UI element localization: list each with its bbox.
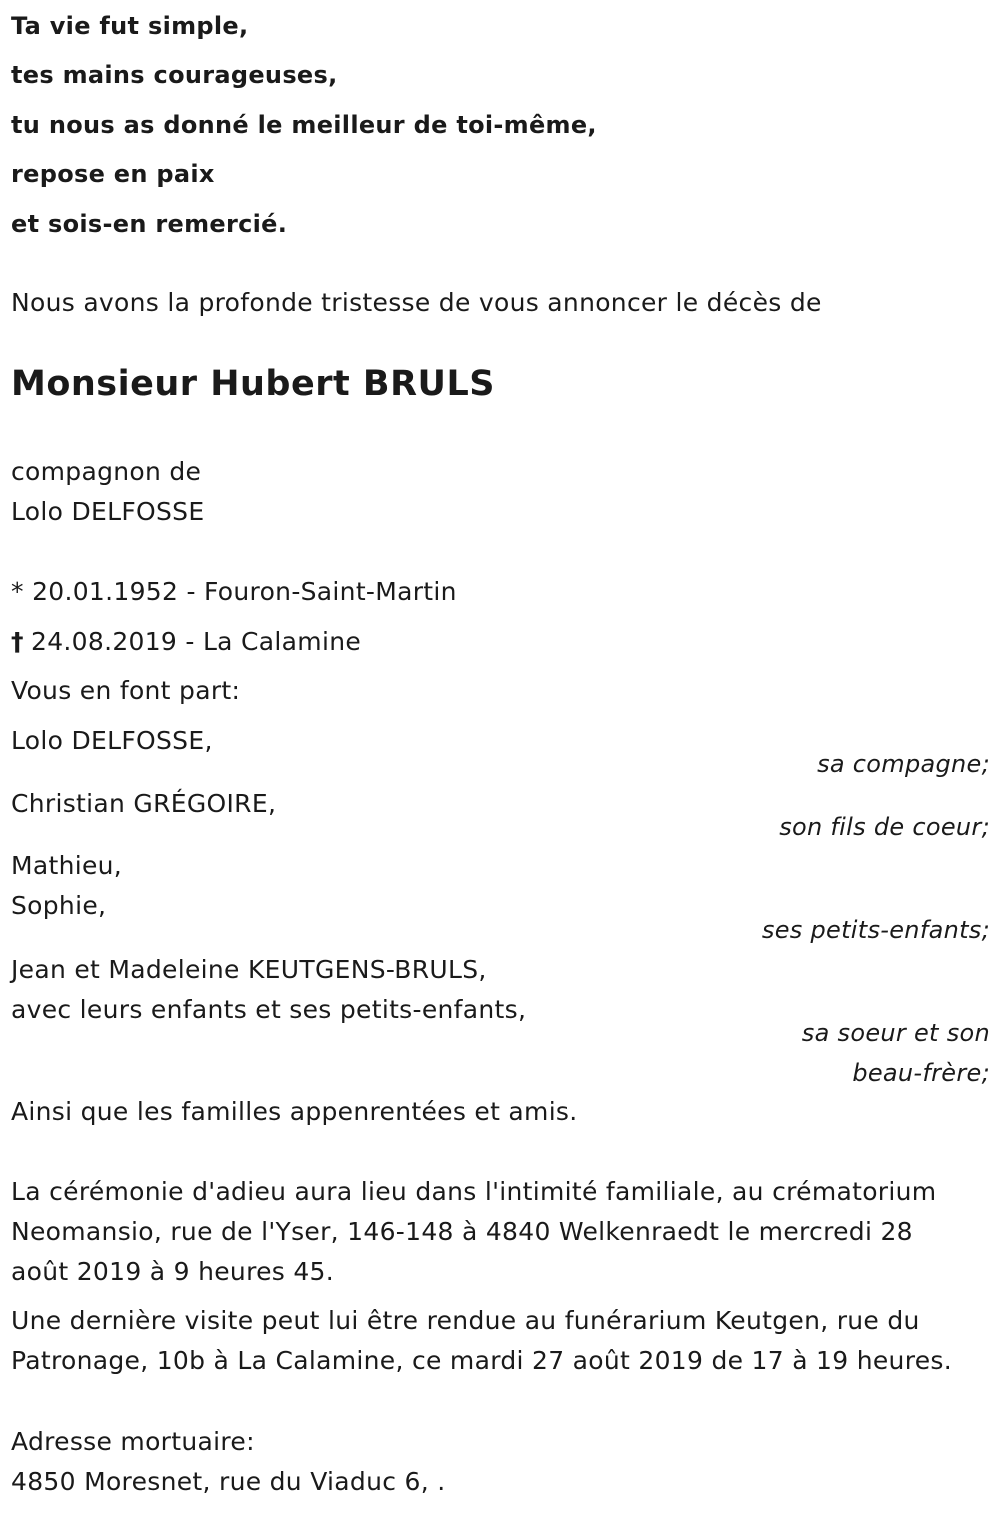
visit-line: Patronage, 10b à La Calamine, ce mardi 27 août 2019 de 17 à 19 heures. — [11, 1346, 952, 1375]
poem-line: et sois-en remercié. — [11, 210, 288, 238]
family-member-name: avec leurs enfants et ses petits-enfants, — [11, 995, 527, 1024]
family-closing: Ainsi que les familles appenrentées et amis. — [11, 1097, 578, 1126]
partner-name: Lolo DELFOSSE — [11, 497, 205, 526]
visit-line: Une dernière visite peut lui être rendue au funérarium Keutgen, rue du — [11, 1306, 920, 1335]
poem-line: repose en paix — [11, 160, 215, 188]
family-intro: Vous en font part: — [11, 676, 241, 705]
family-relation: son fils de coeur; — [779, 813, 990, 841]
poem-line: tu nous as donné le meilleur de toi-même, — [11, 111, 597, 139]
ceremony-line: août 2019 à 9 heures 45. — [11, 1257, 335, 1286]
address-value: 4850 Moresnet, rue du Viaduc 6, . — [11, 1467, 446, 1496]
deceased-name: Monsieur Hubert BRULS — [11, 364, 495, 404]
family-relation: ses petits-enfants; — [761, 916, 990, 944]
death-date-place: 24.08.2019 - La Calamine — [31, 627, 362, 656]
announcement-text: Nous avons la profonde tristesse de vous annoncer le décès de — [11, 288, 822, 317]
family-member-name: Jean et Madeleine KEUTGENS-BRULS, — [11, 955, 487, 984]
ceremony-line: La cérémonie d'adieu aura lieu dans l'intimité familiale, au crématorium — [11, 1177, 937, 1206]
family-relation: sa compagne; — [817, 750, 990, 778]
poem-line: Ta vie fut simple, — [11, 12, 249, 40]
birth-date-place: 20.01.1952 - Fouron-Saint-Martin — [32, 577, 457, 606]
family-relation: beau-frère; — [852, 1059, 990, 1087]
family-member-name: Lolo DELFOSSE, — [11, 726, 213, 755]
family-member-name: Christian GRÉGOIRE, — [11, 789, 277, 818]
family-member-name: Mathieu, — [11, 851, 123, 880]
birth-symbol: * — [11, 577, 24, 606]
cross-icon: † — [11, 627, 24, 656]
poem-line: tes mains courageuses, — [11, 61, 338, 89]
family-relation: sa soeur et son — [801, 1019, 990, 1047]
family-member-name: Sophie, — [11, 891, 107, 920]
birth-line — [11, 577, 457, 607]
relation-label: compagnon de — [11, 457, 202, 486]
address-label: Adresse mortuaire: — [11, 1427, 255, 1456]
ceremony-line: Neomansio, rue de l'Yser, 146-148 à 4840 Welkenraedt le mercredi 28 — [11, 1217, 913, 1246]
death-line — [11, 627, 361, 657]
